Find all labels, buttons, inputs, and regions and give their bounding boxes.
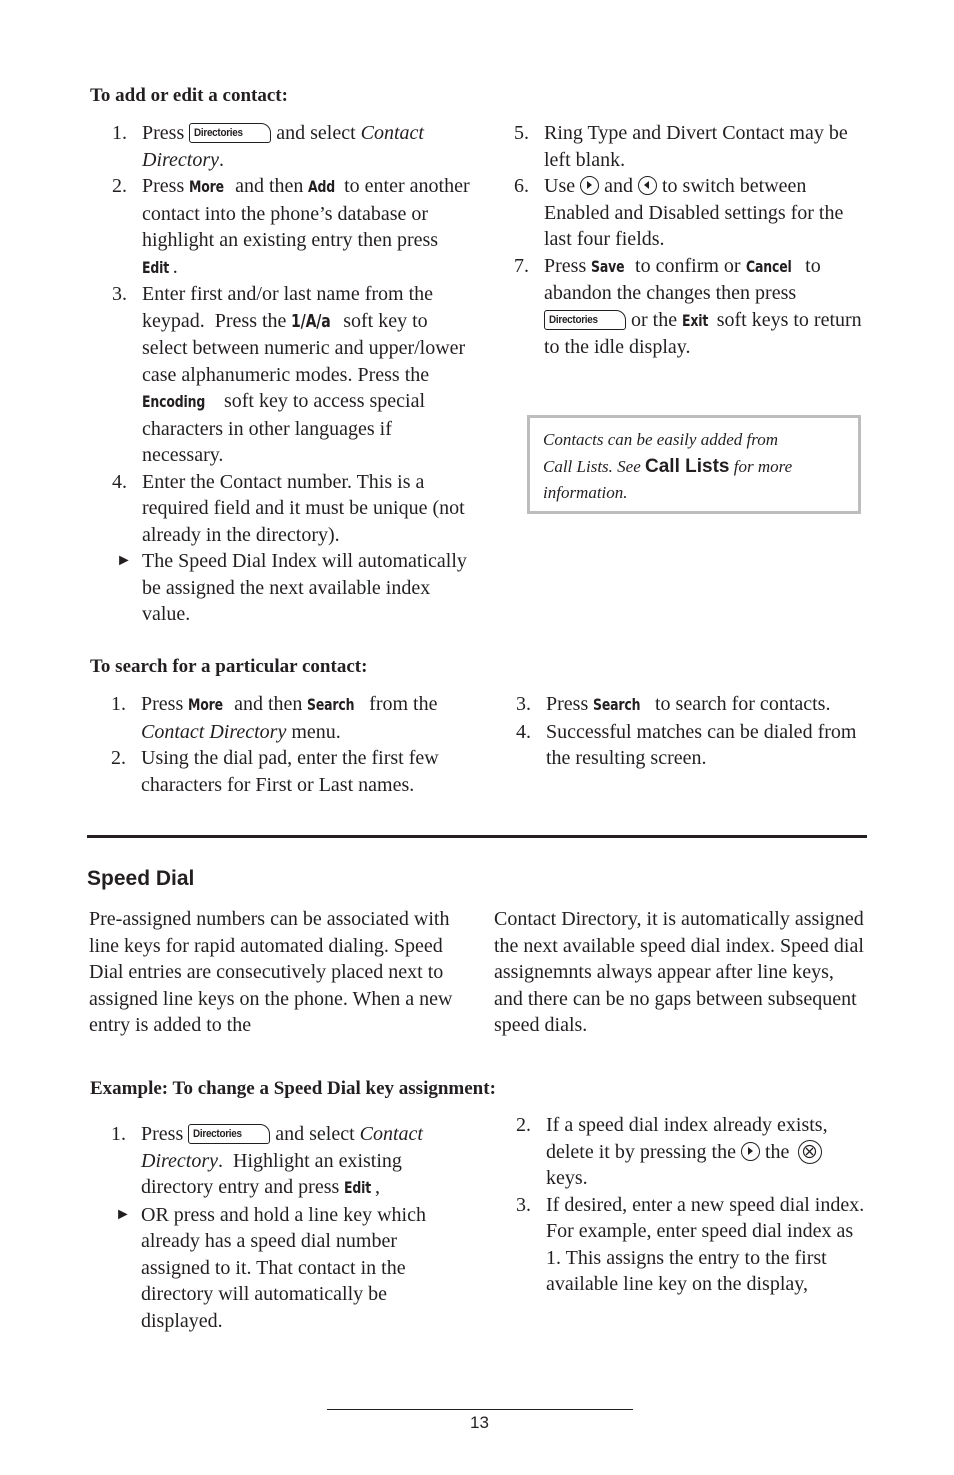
list-item: 2. Press More and then Add to enter another contact into the phone’s database or highlight an existing entry then press Edit .	[90, 173, 470, 281]
example-heading: Example: To change a Speed Dial key assignment:	[90, 1078, 496, 1099]
list-item: 6. Use and to switch between Enabled and Disabled settings for the last four fields.	[514, 175, 844, 250]
list-item: ► The Speed Dial Index will automatically be assigned the next available index value.	[116, 550, 467, 625]
list-item: 4. Enter the Contact number. This is a required field and it must be unique (not already in the directory).	[112, 470, 465, 546]
speed-dial-paragraph-right: Contact Directory, it is automatically assigned the next available speed dial index. Speed dial assignemnts always appear after line keys, and there can be no gaps between subsequent speed dials.	[494, 908, 864, 1036]
section-divider	[87, 835, 867, 838]
add-edit-left-column	[90, 120, 470, 628]
list-item: 3. If desired, enter a new speed dial index. For example, enter speed dial index as 1. This assigns the entry to the first available line key on the display,	[516, 1193, 865, 1295]
add-edit-heading: To add or edit a contact:	[90, 85, 288, 106]
delete-key-icon	[798, 1140, 822, 1164]
list-item: ► OR press and hold a line key which already has a speed dial number assigned to it. That contact in the directory will automatically be displayed.	[115, 1203, 426, 1332]
exit-softkey: Exit	[682, 310, 709, 330]
list-item: 4. Successful matches can be dialed from the resulting screen.	[516, 720, 857, 769]
right-arrow-icon	[741, 1142, 760, 1161]
more-softkey: More	[189, 177, 225, 196]
more-softkey: More	[188, 695, 224, 714]
footer-rule	[327, 1409, 633, 1410]
list-item: 2. If a speed dial index already exists, delete it by pressing the the keys.	[516, 1114, 828, 1189]
call-lists-reference: Call Lists	[645, 455, 730, 477]
search-softkey: Search	[307, 695, 355, 714]
cancel-softkey: Cancel	[745, 256, 792, 276]
edit-softkey: Edit	[344, 1178, 372, 1197]
list-item: 1. Press Directories and select Contact Directory. Highlight an existing directory entry and press Edit ,	[89, 1121, 469, 1202]
add-softkey: Add	[308, 177, 336, 196]
directories-key-icon: Directories	[188, 1124, 270, 1144]
search-left-column	[89, 691, 469, 798]
speed-dial-paragraph-left: Pre-assigned numbers can be associated with line keys for rapid automated dialing. Speed Dial entries are consecutively placed next to assigned line keys on the phone. When a new entry is added to the	[89, 908, 453, 1036]
right-arrow-icon	[580, 176, 599, 195]
search-softkey: Search	[593, 695, 641, 714]
edit-softkey: Edit	[142, 257, 170, 277]
list-item: 7. Press Save to confirm or Cancel to abandon the changes then press Directories or the Exit soft keys to return to the idle display.	[514, 254, 862, 358]
search-heading: To search for a particular contact:	[90, 656, 368, 677]
list-item: 3. Press Search to search for contacts.	[494, 691, 864, 719]
left-arrow-icon	[638, 176, 657, 195]
page-number: 13	[470, 1413, 489, 1432]
directories-key-icon: Directories	[544, 310, 626, 330]
list-item: 3. Enter first and/or last name from the keypad. Press the 1/A/a soft key to select between numeric and upper/lower case alphanumeric modes. Press the Encoding soft key to access special characters in other languages if necessary.	[112, 283, 466, 466]
example-right-column	[494, 1112, 868, 1298]
tip-note-box: Contacts can be easily added from Call Lists. See Call Lists for more information.	[527, 415, 861, 514]
add-edit-right-column	[492, 120, 862, 361]
save-softkey: Save	[591, 256, 625, 276]
example-left-column	[89, 1121, 469, 1334]
list-item: 5. Ring Type and Divert Contact may be left blank.	[514, 122, 848, 171]
speed-dial-title: Speed Dial	[87, 867, 195, 890]
case-softkey: 1/A/a	[291, 310, 332, 332]
encoding-softkey: Encoding	[142, 392, 206, 411]
directories-key-icon: Directories	[189, 123, 271, 143]
list-item: 1. Press Directories and select Contact Directory.	[112, 122, 424, 171]
search-right-column	[494, 691, 864, 772]
list-item: 1. Press More and then Search from the Contact Directory menu.	[111, 693, 438, 743]
list-item: 2. Using the dial pad, enter the first few characters for First or Last names.	[111, 747, 439, 796]
